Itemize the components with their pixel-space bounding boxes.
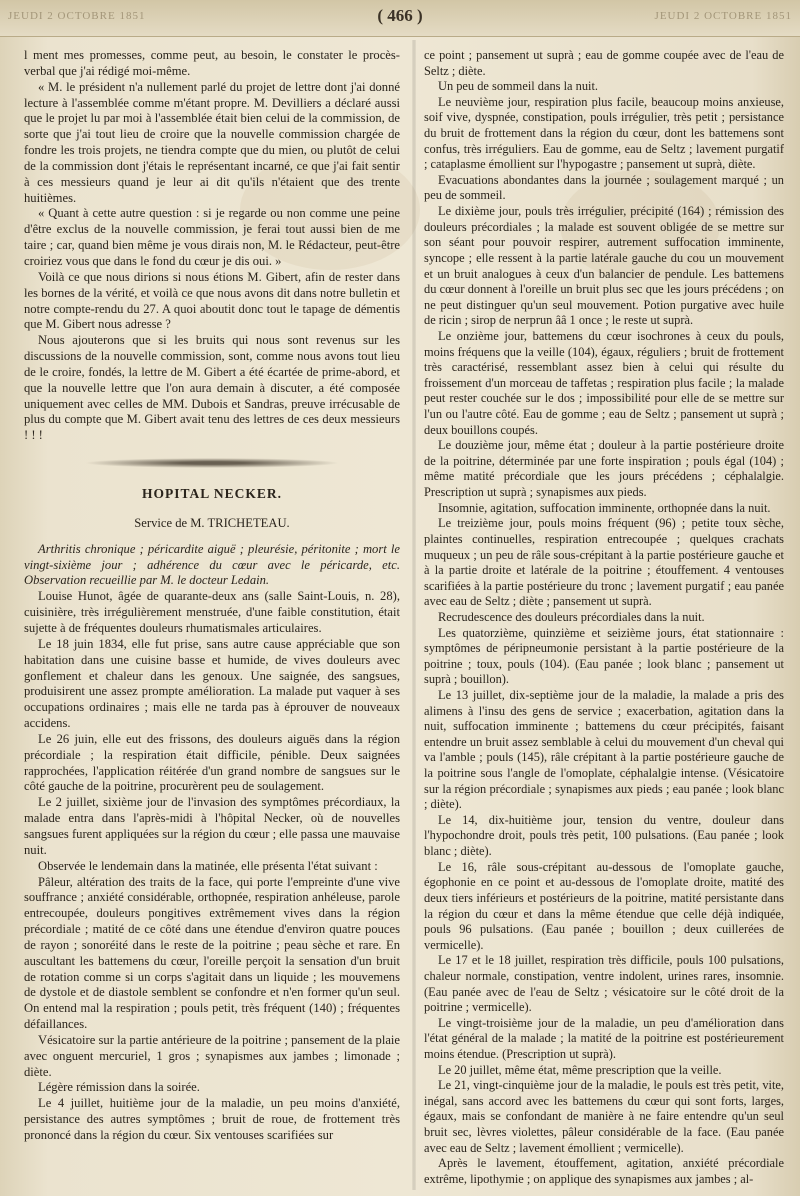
paragraph: Le 4 juillet, huitième jour de la maladie, un peu moins d'anxiété, persistance des autres symptômes ; bruit de roue, de frottement très prononcé dans la région du cœur. Six ventouses scarifiées sur (24, 1096, 400, 1142)
left-column (24, 48, 400, 1144)
paragraph: Insomnie, agitation, suffocation imminente, orthopnée dans la nuit. (438, 500, 771, 515)
paragraph: Le 13 juillet, dix-septième jour de la maladie, la malade a pris des alimens à l'insu des gens de service ; exacerbation, agitation dans la nuit, suffocation imminente ; battemens du cœur précipités, faisant entendre un bruit assez semblable à celui du mouvement d'un cheval qui va l'amble ; pouls (145), râle crépitant à la partie postérieure gauche de la poitrine sous l'angle de l'omoplate, céphalalgie intense. (Vésicatoire sur la région précordiale ; synapismes aux pieds ; eau panée ; look blanc ; diète). (424, 687, 784, 812)
page-header (0, 0, 800, 37)
paragraph: Observée le lendemain dans la matinée, elle présenta l'état suivant : (38, 858, 378, 873)
paragraph: Après le lavement, étouffement, agitation, anxiété précordiale extrême, lipothymie ; on applique des synapismes aux jambes ; al- (424, 1156, 784, 1186)
running-head-left: JEUDI 2 OCTOBRE 1851 (8, 10, 146, 22)
section-divider (84, 458, 340, 468)
paragraph: Voilà ce que nous dirions si nous étions M. Gibert, afin de rester dans les bornes de la vérité, et voilà ce que nous avons dit dans notre bulletin et notre compte-rendu du 27. A quoi aboutit donc tout le tapage de démentis que M. Gibert nous adresse ? (24, 269, 400, 332)
paragraph: Le 16, râle sous-crépitant au-dessous de l'omoplate gauche, égophonie en ce point et au-dessous de l'omoplate droite, matité des deux tiers inférieurs et postérieurs de la poitrine, matité persistante dans la région du cœur et dans la même étendue que celle déjà indiquée, pouls 96 pulsations. (Eau panée ; bouillon ; deux cuillerées de vermicelle). (424, 859, 784, 952)
paragraph: Nous ajouterons que si les bruits qui nous sont revenus sur les discussions de la nouvelle commission, sont, comme nous avons tout lieu de le croire, fondés, la lettre de M. Gibert a été écartée de prime-abord, et que la nouvelle lettre que l'on aura demain à discuter, a été composée uniquement avec celles de MM. Dubois et Sandras, preuve irrécusable de plus du compte que M. Gibert avait tenu des lettres de ces deux messieurs ! ! ! (24, 333, 400, 443)
paragraph: Le vingt-troisième jour de la maladie, un peu d'amélioration dans l'état général de la malade ; la matité de la poitrine est postérieurement moins étendue. (Prescription ut suprà). (424, 1015, 784, 1061)
paragraph: Le dixième jour, pouls très irrégulier, précipité (164) ; rémission des douleurs précordiales ; la malade est souvent obligée de se mettre sur son séant pour pouvoir respirer, autrement suffocation imminente, syncope ; elle ressent à la partie latérale gauche du cou un mouvement et un bruit analogues à ceux d'un balancier de pendule. Les battemens du cœur donnent à l'oreille un bruit plus sec que les jours précédens ; on ne peut distinguer qu'un seul mouvement. Potion purgative avec huile de ricin ; sirop de nerprun ââ 1 once ; le reste ut suprà. (424, 204, 784, 328)
paragraph: « M. le président n'a nullement parlé du projet de lettre dont j'ai donné lecture à l'assemblée comme m'étant propre. M. Devilliers a déclaré aussi que le projet lu par moi à l'assemblée était bien celui de la commission, de sorte que j'ai tout lieu de croire que la nouvelle commission chargée de fondre les trois projets, ne tiendra compte que du mien, ou plutôt de celui de la commission dont j'étais le représentant incarné, ce que j'ai fait sentir à ces messieurs quand je leur ai dit qu'ils n'étaient que des trente huitièmes. (24, 79, 400, 205)
paragraph: Le 21, vingt-cinquième jour de la maladie, le pouls est très petit, vite, inégal, sans accord avec les battemens du cœur qui sont forts, larges, égaux, mais se confondant de manière à ne faire entendre qu'un seul bruit sec, lèvres violettes, pâleur considérable de la face. (Eau panée avec eau de Seltz ; lavement émollient ; vermicelle). (424, 1078, 784, 1155)
column-gutter (412, 40, 416, 1190)
paragraph: Le 20 juillet, même état, même prescription que la veille. (438, 1062, 722, 1077)
service-line: Service de M. TRICHETEAU. (134, 515, 290, 530)
page-number: ( 466 ) (377, 6, 423, 25)
running-head-right: JEUDI 2 OCTOBRE 1851 (654, 10, 792, 22)
paragraph: Le 17 et le 18 juillet, respiration très difficile, pouls 100 pulsations, chaleur normale, constipation, ventre indolent, urines rares, insomnie. (Eau panée avec de l'eau de Seltz ; vésicatoire sur le côté droit de la poitrine ; vermicelle). (424, 953, 784, 1015)
paragraph: Un peu de sommeil dans la nuit. (438, 79, 599, 94)
paragraph: l ment mes promesses, comme peut, au besoin, le constater le procès-verbal que j'ai rédigé moi-même. (24, 48, 400, 78)
paragraph: Pâleur, altération des traits de la face, qui porte l'empreinte d'une vive souffrance ; anxiété considérable, orthopnée, respiration anhéleuse, parole entrecoupée, douleurs pongitives extrêmement vives dans la région précordiale ; matité de ce côté dans une étendue d'environ quatre pouces de rayon ; sonoréité dans le reste de la poitrine ; peau sèche et rare. En auscultant les battemens du cœur, l'oreille perçoit la sensation d'un bruit de rotation comme si un corps s'agitait dans un liquide ; les mouvemens de dystole et de diastole semblent se confondre et n'en former qu'un seul. On entend mal la respiration ; pouls petit, très fréquent (140) ; fréquentes défaillances. (24, 874, 400, 1032)
paragraph: « Quant à cette autre question : si je regarde ou non comme une peine d'être exclus de la nouvelle commission, je ferai tout aussi bien de me taire ; car, quand bien même je vous dirais non, M. le Rédacteur, peut-être croiriez vous que dans le fond du cœur je dis oui. » (24, 206, 400, 268)
paragraph: ce point ; pansement ut suprà ; eau de gomme coupée avec de l'eau de Seltz ; diète. (424, 48, 784, 78)
paragraph: Le 2 juillet, sixième jour de l'invasion des symptômes précordiaux, la malade entra dans l'après-midi à l'hôpital Necker, où de nouvelles sangsues furent appliquées sur la région du cœur ; elle passa une mauvaise nuit. (24, 795, 400, 857)
paragraph: Vésicatoire sur la partie antérieure de la poitrine ; pansement de la plaie avec onguent mercuriel, 1 gros ; synapismes aux jambes ; limonade ; diète. (24, 1032, 400, 1079)
paragraph: Evacuations abondantes dans la journée ; soulagement marqué ; un peu de sommeil. (424, 172, 784, 203)
paragraph: Recrudescence des douleurs précordiales dans la nuit. (438, 609, 705, 624)
paragraph: Louise Hunot, âgée de quarante-deux ans (salle Saint-Louis, n. 28), cuisinière, très irrégulièrement menstruée, d'une faible constitution, était sujette à de fréquentes douleurs rhumatismales articulaires. (24, 589, 400, 635)
paragraph: Légère rémission dans la soirée. (38, 1080, 200, 1095)
paragraph: Les quatorzième, quinzième et seizième jours, état stationnaire : symptômes de péripneumonie persistant à la partie postérieure de la poitrine ; toux, pouls (104). (Eau panée ; look blanc ; pansement ut suprà ; bouillon). (424, 625, 784, 687)
paragraph: Le 14, dix-huitième jour, tension du ventre, douleur dans l'hypochondre droit, pouls très petit, 100 pulsations. (Eau panée ; look blanc ; diète). (424, 812, 784, 859)
case-summary: Arthritis chronique ; péricardite aiguë ; pleurésie, péritonite ; mort le vingt-sixième jour ; adhérence du cœur avec le péricarde, etc. Observation recueillie par M. le docteur Ledain. (24, 541, 400, 588)
paragraph: Le treizième jour, pouls moins fréquent (96) ; petite toux sèche, plaintes continuelles, respiration entrecoupée ; quelques crachats muqueux ; un peu de râle sous-crépitant à la partie postérieure gauche et à la partie droite et latérale de la poitrine ; étouffement. 4 ventouses scarifiées à la partie postérieure du tronc ; lavement purgatif ; eau panée avec eau de Seltz ; diète ; pansement ut suprà. (424, 516, 784, 609)
paragraph: Le 18 juin 1834, elle fut prise, sans autre cause appréciable que son habitation dans une cuisine basse et humide, de vives douleurs avec gonflement et chaleur dans les genoux. Une saignée, des sangsues, produisirent une assez prompte amélioration. La malade put vaquer à ses occupations ordinaires ; mais elle ne tarda pas à éprouver de nouveaux accidens. (24, 636, 400, 731)
paragraph: Le douzième jour, même état ; douleur à la partie postérieure droite de la poitrine, déterminée par une forte inspiration ; pouls égal (104) ; même matité précordiale que les jours précédens ; céphalalgie. Prescription ut suprà ; synapismes aux pieds. (424, 438, 784, 500)
paragraph: Le onzième jour, battemens du cœur isochrones à ceux du pouls, moins fréquens que la veille (104), égaux, réguliers ; bruit de frottement très caractérisé, ressemblant assez bien à celui qui résulte du froissement d'un morceau de taffetas ; respiration plus facile ; la malade peut rester couchée sur le dos ; impossibilité pour elle de se mettre sur l'un ou l'autre côté. Eau de gomme ; eau de Seltz ; pansement ut suprà ; deux bouillons coupés. (424, 328, 784, 437)
paragraph: Le neuvième jour, respiration plus facile, beaucoup moins anxieuse, soif vive, dyspnée, constipation, pouls irrégulier, très petit ; persistance du bruit de frottement dans la région du cœur, dont les battemens sont confus, très irréguliers. Eau de gomme, eau de Seltz ; lavement purgatif ; cataplasme émollient sur l'hypogastre ; pansement ut suprà, diète. (424, 94, 784, 172)
paragraph: Le 26 juin, elle eut des frissons, des douleurs aiguës dans la région précordiale ; la respiration était difficile, pénible. Deux saignées rapprochées, l'application réitérée d'un grand nombre de sangsues sur le côté gauche de la poitrine, procurèrent peu de soulagement. (24, 731, 400, 794)
right-column (424, 48, 784, 1187)
section-title: HOPITAL NECKER. (141, 486, 283, 502)
